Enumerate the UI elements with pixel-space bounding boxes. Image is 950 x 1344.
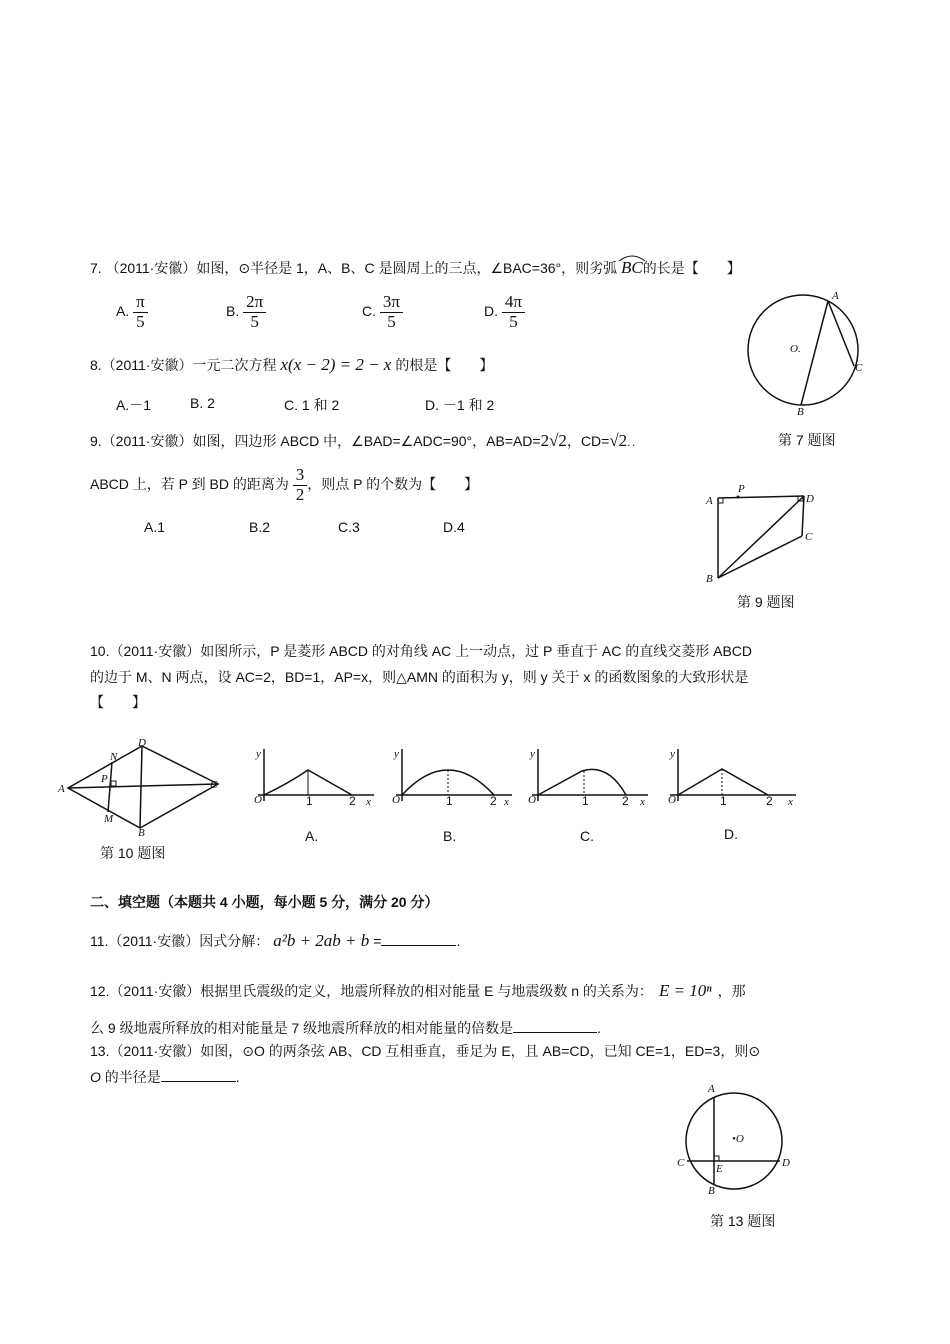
q9-stem-c: ．． [627, 438, 643, 449]
q10-line1: 如图所示，P 是菱形 ABCD 的对角线 AC 上一动点，过 P 垂直于 AC 的直线交菱形 ABCD [200, 643, 753, 659]
q10-graph-c[interactable] [518, 745, 653, 805]
q13-line2-c: . [235, 1069, 240, 1085]
q10-graph-d-x-label: x [788, 796, 793, 805]
q9-label-d: D [806, 493, 814, 505]
q8-equation: x(x − 2) = 2 − x [280, 355, 392, 374]
q8-number: 8. [90, 357, 102, 373]
q13-source: （2011·安徽） [109, 1043, 201, 1059]
q13-label-a: A [708, 1083, 715, 1095]
q7-circle [748, 295, 858, 405]
q10-graph-a-label: A. [305, 828, 319, 844]
q10-graph-c-curve [538, 769, 626, 795]
q9-option-a[interactable]: A.1 [144, 519, 166, 535]
q9-label-p: P [738, 483, 745, 495]
q10-graph-c-x-label: x [640, 796, 645, 805]
q10-number: 10. [90, 643, 110, 659]
q7-option-a-fraction: $\frac{\pi}{5}$ [133, 293, 148, 331]
q13-line2-b: 的半径是 [100, 1069, 161, 1085]
q9-figure [700, 480, 825, 590]
q10-graph-a-y-label: y [256, 748, 261, 760]
q13-label-c: C [677, 1157, 685, 1169]
q7-label-a: A [832, 290, 839, 302]
q9-cd-value: √2 [609, 431, 628, 450]
q10-figure-caption: 第 10 题图 [100, 845, 166, 861]
q9-side-cb [718, 536, 802, 578]
q8-option-a[interactable]: A.－1 [116, 397, 152, 413]
arc-mark-icon [618, 254, 646, 262]
q13-label-o: •O [732, 1133, 744, 1145]
q10-graph-d-curve [678, 769, 768, 795]
q8-stem-b: 的根是【 】 [395, 357, 494, 373]
q7-figure-caption: 第 7 题图 [778, 432, 836, 448]
q13-label-d: D [782, 1157, 790, 1169]
q7-option-b-fraction: $\frac{2\pi}{5}$ [243, 293, 266, 331]
q10-label-m: M [104, 813, 114, 825]
q10-graph-b-label: B. [443, 828, 457, 844]
q9-side-dc [802, 496, 804, 536]
q10-diagonal-ac [68, 784, 218, 788]
q10-graph-c-tick-1: 1 [582, 794, 589, 805]
q12-line2-b: . [597, 1020, 602, 1036]
q7-number: 7. [90, 260, 102, 276]
q10-graph-a-x-label: x [366, 796, 371, 805]
q10-graph-a[interactable] [244, 745, 379, 805]
q10-graph-d-origin: O [668, 794, 676, 805]
q9-ab-value: 2√2 [540, 431, 567, 450]
q10-label-b: B [138, 827, 145, 836]
q9-line2-b: ，则点 P 的个数为【 】 [307, 475, 479, 492]
q7-option-d[interactable] [484, 293, 525, 331]
q7-option-d-fraction: $\frac{4\pi}{5}$ [502, 293, 525, 331]
q11-stem [90, 930, 460, 951]
q9-stem-b: ，CD= [566, 433, 610, 449]
q12-stem-line1 [90, 981, 746, 1001]
q10-graph-a-origin: O [254, 794, 262, 805]
q9-label-a: A [706, 495, 713, 507]
q9-label-b: B [706, 573, 713, 585]
q10-graph-c-y-label: y [530, 748, 535, 760]
q7-label-o: O. [790, 343, 801, 355]
q10-graph-c-tick-2: 2 [622, 794, 629, 805]
q8-option-c[interactable]: C. 1 和 2 [284, 397, 340, 413]
q10-label-d: D [138, 737, 146, 749]
q13-stem-line2 [90, 1066, 240, 1087]
q10-source: （2011·安徽） [109, 643, 201, 659]
q10-graph-d[interactable] [656, 745, 801, 805]
q8-stem [90, 355, 493, 375]
q13-line2-a: O [90, 1069, 101, 1085]
q7-option-c-label: C. [362, 302, 376, 319]
q10-stem-line3: 【 】 [90, 694, 146, 710]
q7-stem-a: 如图，⊙半径是 1，A、B、C 是圆周上的三点，∠BAC=36°，则劣弧 [196, 260, 618, 276]
q13-figure-caption: 第 13 题图 [710, 1213, 776, 1229]
q10-stem-line2: 的边于 M、N 两点，设 AC=2，BD=1，AP=x，则△AMN 的面积为 y，则 y 关于 x 的函数图象的大致形状是 [90, 669, 749, 685]
q11-answer-blank[interactable] [381, 930, 456, 946]
q10-stem-line1 [90, 641, 752, 661]
q10-label-n: N [110, 751, 118, 763]
q8-option-d[interactable]: D. －1 和 2 [425, 397, 495, 413]
q10-label-p: P [101, 773, 108, 785]
q10-graph-b-tick-2: 2 [490, 794, 497, 805]
q10-graph-b-y-label: y [394, 748, 399, 760]
q9-figure-caption: 第 9 题图 [737, 594, 795, 610]
q7-option-d-label: D. [484, 302, 498, 319]
q10-graph-d-tick-2: 2 [766, 794, 773, 805]
q9-point-p [737, 496, 740, 499]
q11-expression: a²b + 2ab + b [273, 931, 370, 950]
q10-graph-c-origin: O [528, 794, 536, 805]
q10-right-angle-p [111, 781, 116, 786]
q10-rhombus-figure [58, 736, 233, 836]
q9-label-c: C [805, 531, 813, 543]
q13-stem-line1 [90, 1041, 760, 1061]
q10-label-a: A [58, 783, 65, 795]
q11-source: （2011·安徽） [108, 933, 200, 949]
q8-source: （2011·安徽） [101, 357, 193, 373]
q10-graph-c-label: C. [580, 828, 594, 844]
q12-line1-a: 根据里氏震级的定义，地震所释放的相对能量 E 与地震级数 n 的关系为： [200, 983, 653, 999]
q7-option-c-fraction: $\frac{3\pi}{5}$ [380, 293, 403, 331]
q7-label-c: C [855, 362, 863, 374]
q10-diagonal-bd [140, 746, 142, 828]
q10-graph-d-label: D. [724, 826, 738, 842]
q13-line1: 如图，⊙O 的两条弦 AB、CD 互相垂直，垂足为 E，且 AB=CD，已知 CE=1，ED=3，则⊙ [200, 1043, 761, 1059]
q7-option-c[interactable] [362, 293, 403, 331]
q12-formula: E = 10ⁿ [658, 981, 712, 1000]
q8-option-b[interactable]: B. 2 [190, 395, 215, 411]
q7-option-a-label: A. [116, 302, 130, 319]
q11-number: 11. [90, 933, 109, 949]
q12-number: 12. [90, 983, 110, 999]
q8-stem-a: 一元二次方程 [192, 357, 277, 373]
q7-option-b[interactable] [226, 293, 266, 331]
section2-title: 二、填空题（本题共 4 小题，每小题 5 分，满分 20 分） [90, 894, 439, 910]
q10-graph-a-tick-1: 1 [306, 794, 313, 805]
q13-label-b: B [708, 1185, 715, 1197]
q9-side-ad [718, 496, 804, 498]
q10-graph-b-x-label: x [504, 796, 509, 805]
q9-source: （2011·安徽） [101, 433, 193, 449]
q13-number: 13. [90, 1043, 110, 1059]
q12-line2-a: 么 9 级地震所释放的相对能量是 7 级地震所释放的相对能量的倍数是 [90, 1020, 514, 1036]
q10-graph-b-origin: O [392, 794, 400, 805]
q9-distance-fraction: $\frac{3}{2}$ [293, 466, 308, 504]
q12-answer-blank[interactable] [513, 1017, 597, 1033]
q9-option-b[interactable]: B.2 [249, 519, 271, 535]
q9-option-c[interactable]: C.3 [338, 519, 360, 535]
q9-option-d[interactable]: D.4 [443, 519, 465, 535]
q9-stem-line1 [90, 431, 642, 451]
q12-stem-line2 [90, 1017, 601, 1038]
q10-graph-d-y-label: y [670, 748, 675, 760]
q7-stem-b: 的长是【 】 [642, 260, 741, 276]
q10-graph-d-tick-1: 1 [720, 794, 727, 805]
q10-graph-b-tick-1: 1 [446, 794, 453, 805]
q10-label-c: C [210, 779, 218, 791]
q9-number: 9. [90, 433, 102, 449]
q11-stem-a: 因式分解： [199, 933, 270, 949]
q13-label-e: E [716, 1163, 723, 1175]
q9-stem-a: 如图，四边形 ABCD 中，∠BAD=∠ADC=90°，AB=AD= [192, 433, 541, 449]
q7-figure [738, 284, 873, 419]
q10-graph-a-tick-2: 2 [349, 794, 356, 805]
q7-option-a[interactable] [116, 293, 148, 331]
q10-graph-b[interactable] [382, 745, 517, 805]
q13-figure [676, 1080, 806, 1200]
q7-label-b: B [797, 406, 804, 418]
q13-answer-blank[interactable] [161, 1066, 236, 1082]
q11-stem-b: = [373, 933, 382, 949]
q7-arc-label: BC [621, 258, 643, 277]
q7-chord-ab [801, 301, 828, 405]
q9-line2-a: ABCD 上，若 P 到 BD 的距离为 [90, 475, 289, 492]
q9-stem-line2 [90, 466, 478, 504]
q7-option-b-label: B. [226, 302, 240, 319]
q12-line1-b: ，那 [717, 983, 746, 999]
q7-source: （2011·安徽） [105, 260, 197, 276]
q9-diagonal-bd [718, 496, 804, 578]
q12-source: （2011·安徽） [109, 983, 201, 999]
q7-stem [90, 258, 741, 278]
q11-stem-c: . [456, 933, 461, 949]
